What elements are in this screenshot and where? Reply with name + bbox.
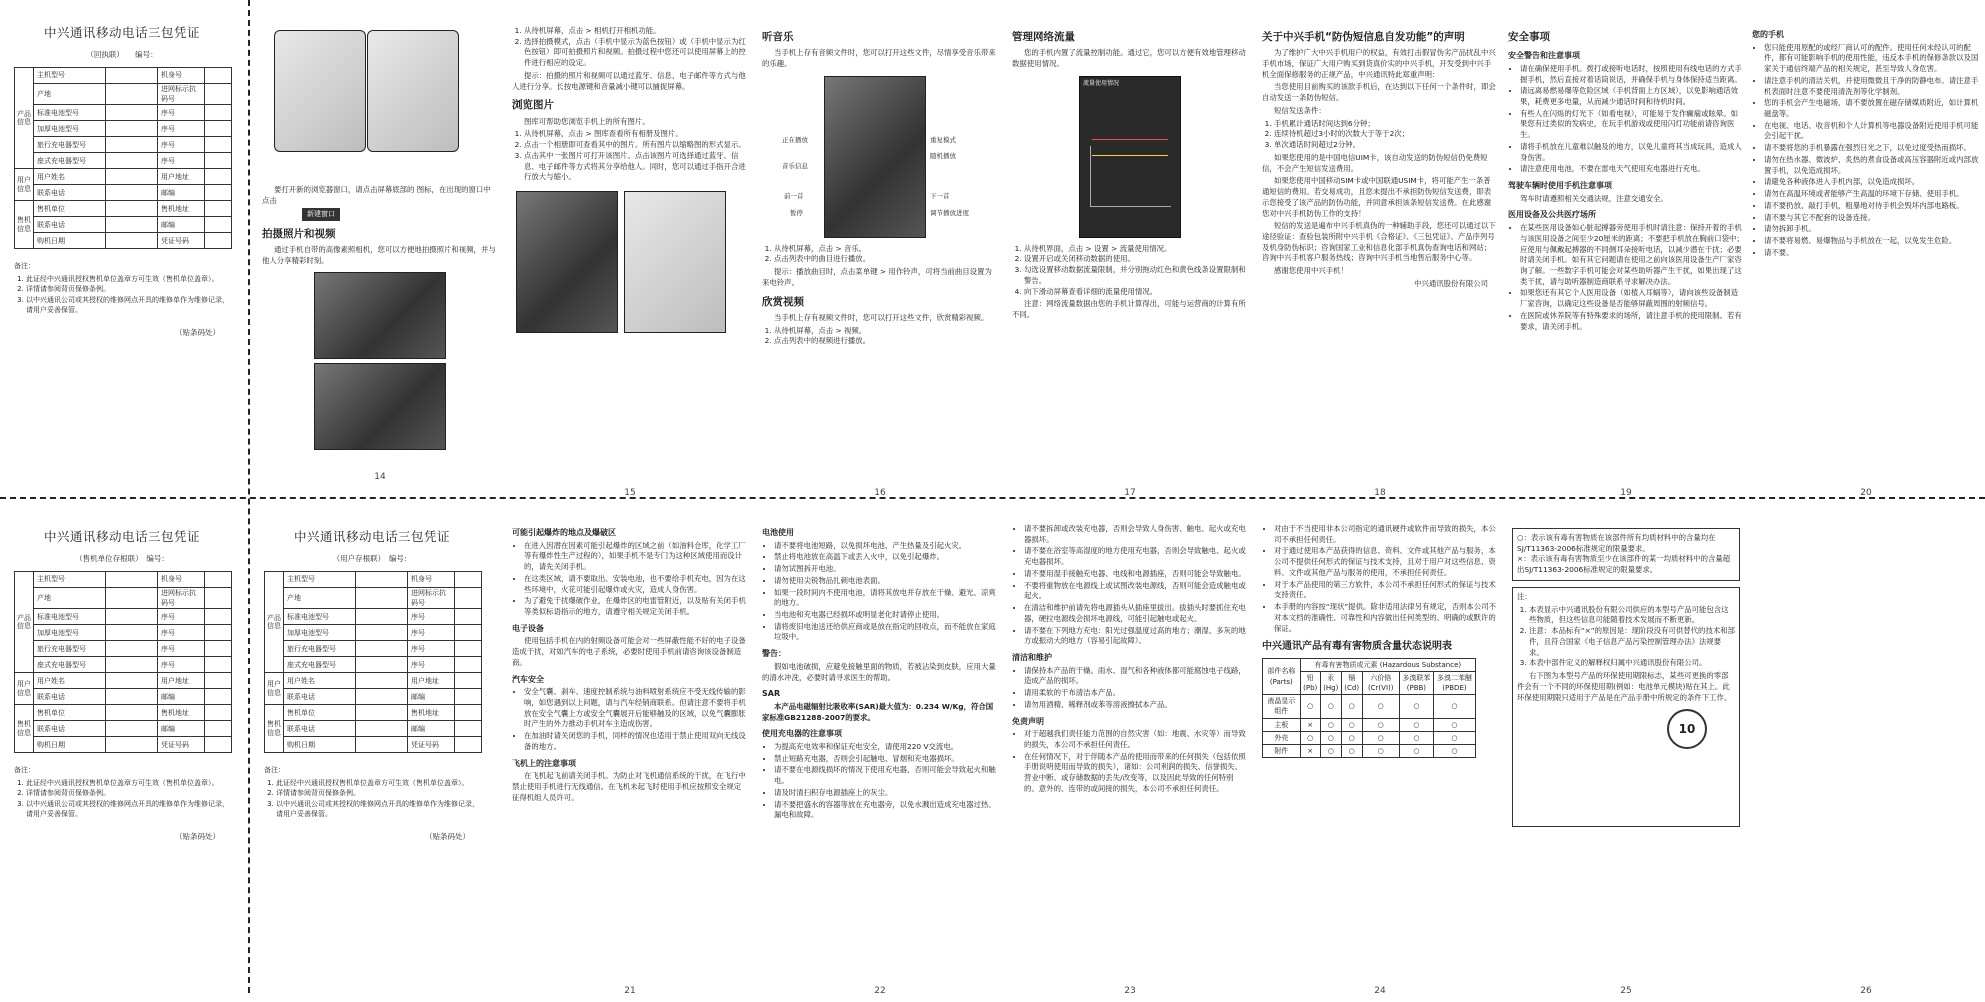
text-block: 您的手机内置了流量控制功能。通过它，您可以方便有效地管理移动数据使用情况。 (1012, 48, 1246, 68)
text-block: 驾驶车辆时使用手机注意事项 (1508, 181, 1612, 191)
text-block: • 请不要在浴室等高湿度的地方使用充电器，否则会导致触电、起火或充电器损坏。 (1024, 546, 1248, 567)
camera-steps (524, 26, 748, 69)
page-number: 18 (1374, 487, 1386, 498)
photo-zoom-demo (516, 191, 748, 333)
text-block: 电池使用 (762, 528, 794, 537)
text-block: 当手机上存有音频文件时，您可以打开这些文件，尽情享受音乐带来的乐趣。 (762, 48, 996, 68)
text-block: • 安全气囊、刹车、速度控制系统与油料喷射系统应不受无线传输的影响，如您遇到以上问题，请与汽车经销商联系。但请注意不要将手机放在安全气囊上方或安全气囊展开后能够触及的区域，以免气囊膨胀时产生的外力推动手机对车主造成伤害。 (524, 687, 748, 730)
text-block: 可能引起爆炸的地点及爆破区 (512, 528, 616, 537)
note-item: 3. 以中兴通讯公司或其授权的维修网点开具的维修单作为维修记录，请用户妥善保管。 (26, 295, 230, 316)
card-notes (14, 765, 230, 820)
text-block: 提示：播放曲目时，点击菜单键 > 用作铃声，可将当前曲目设置为来电铃声。 (762, 267, 992, 287)
text-block: • 为提高充电效率和保证充电安全，请使用220 V交流电。 (774, 742, 998, 753)
card-subtitle: （售机单位存根联） 编号： (75, 554, 169, 564)
card-title: 中兴通讯移动电话三包凭证 (293, 529, 450, 544)
video-steps (774, 326, 998, 347)
sms-conditions (1274, 119, 1498, 151)
eco-period-icon: 10 (1667, 709, 1707, 749)
card-subtitle: （回执联） 编号： (86, 50, 158, 60)
text-block: • 请不要。 (1764, 248, 1980, 259)
card-row: 售机信息 售机单位 售机地址 (15, 201, 232, 217)
page-21 (512, 522, 748, 1002)
text-block: • 在清洁和维护前请先将电源插头从插座里拔出。拔插头时要抓住充电器，硬拉电源线会损坏电源线，可能引起触电或起火。 (1024, 603, 1248, 624)
page-number: 26 (1860, 985, 1872, 996)
text-block: 2. 连续待机超过3小时的次数大于等于2次； (1274, 129, 1498, 140)
text-block: • 请不要在电源线损坏的情况下使用充电器，否则可能会导致起火和触电。 (774, 765, 998, 786)
text-block: • 对于通过使用本产品获得的信息、资料、文件或其他产品与服务，本公司不提供任何形式的保证与技术支持，且对于用户对这些信息、资料、文件或其他产品与服务的使用，不承担任何责任。 (1274, 546, 1498, 578)
text-block: 安全警告和注意事项 (1508, 51, 1580, 61)
card-title: 中兴通讯移动电话三包凭证 (43, 529, 200, 544)
text-block: • 请不要与其它不配套的设备连接。 (1764, 213, 1980, 224)
text-block: 1. 从待机屏幕，点击 > 图库查看所有相册及图片。 (524, 129, 748, 140)
card-row: 加厚电池型号 序号 (265, 625, 482, 641)
text-block: 备注： (14, 262, 35, 271)
text-block: 短信的发送是遍布中兴手机真伪的一种辅助手段，您还可以通过以下途径验证：查验包装所附中兴手机《合格证》、《三包凭证》、产品序列号及机身防伪标识；咨询国家工业和信息化部手机真伪查询电话和网站；咨询中兴手机客户服务热线；咨询中兴手机当地售后服务中心等。 (1262, 221, 1496, 263)
text-block: • 在这类区域，请不要取出、安装电池，也不要给手机充电，因为在这些环境中，火花可能引起爆炸或火灾，造成人身伤害。 (524, 574, 748, 595)
page-19 (1508, 24, 1744, 504)
text-block: 1. 本表显示中兴通讯股份有限公司供应的本型号产品可能包含这些物质，但这些信息可能随着技术发展而不断更新。 (1529, 605, 1735, 626)
text-block: • 请不要拆卸或改装充电器，否则会导致人身伤害、触电、起火或充电器损坏。 (1024, 524, 1248, 545)
text-block: 1. 从待机屏幕，点击 > 视频。 (774, 326, 998, 337)
card-row: 联系电话 邮编 (15, 185, 232, 201)
text-block: 1. 从待机屏幕，点击 > 相机打开相机功能。 (524, 26, 748, 37)
page-24 (1262, 522, 1498, 1002)
text-block: 4. 向下滑动屏幕查看详细的流量使用情况。 (1024, 287, 1248, 298)
text-block: • 请勿在热水器、微波炉、炙热的煮食设备或高压容器附近或内部放置手机，以免造成损坏。 (1764, 155, 1980, 176)
text-block: • 对于本产品使用的第三方软件，本公司不承担任何形式的保证与技术支持责任。 (1274, 580, 1498, 601)
text-block: 2. 注意：本品标有“×”的原因是：现阶段没有可供替代的技术和部件，且符合国家《电子信息产品污染控制管理办法》法规要求。 (1529, 626, 1735, 658)
text-block: 正在播放 (782, 135, 808, 144)
text-block: • 如果您还有其它个人医用设备（如植入耳蜗等），请向该些设备制造厂家咨询，以确定这些设备是否能够屏蔽周围的射频信号。 (1520, 288, 1744, 309)
card-seller (4, 512, 240, 992)
text-block: 下一首 (930, 191, 950, 200)
card-row: 加厚电池型号 序号 (15, 121, 232, 137)
card-row: 购机日期 凭证号码 (15, 737, 232, 753)
card-row: 座式充电器型号 序号 (265, 657, 482, 673)
text-block: 音乐信息 (782, 161, 808, 170)
data-usage-screen (1079, 76, 1181, 238)
text-block: 驾车时请遵照相关交通法规，注意交通安全。 (1520, 193, 1668, 203)
card-row: 旅行充电器型号 序号 (265, 641, 482, 657)
text-block: • 请在确保使用手机。拨打或接听电话时，按照使用有线电话的方式手握手机，然后直接对着话筒说话，并确保手机与身体保持适当距离。 (1520, 64, 1744, 85)
gallery-steps (524, 129, 748, 183)
text-block: 右下图为本型号产品的环保使用期限标志，某些可更换的零部件会有一个不同的环保使用期(例如：电池单元模块)贴在其上。此环保使用期限只适用于产品是在产品手册中所规定的条件下工作。 (1517, 671, 1732, 702)
text-block: 使用包括手机在内的射频设备可能会对一些屏蔽性能不好的电子设备造成干扰，对如汽车的电子系统，必要时使用手机前请咨询该设备制造商。 (512, 636, 746, 667)
page-number: 23 (1124, 985, 1136, 996)
text-block: 当您使用目前购买的该款手机后，在达到以下任何一个条件时，即会自动发送一条防伪短信。 (1262, 82, 1496, 103)
section-heading: 欣赏视频 (762, 295, 804, 308)
text-block: • 请勿用酒精、稀释剂或苯等溶液擦拭本产品。 (1024, 700, 1248, 711)
card-title: 中兴通讯移动电话三包凭证 (43, 25, 200, 40)
text-block: • 为了避免干扰爆破作业，在爆炸区的电雷管附近，以及贴有关闭手机等类似标语指示的地方，请遵守相关规定关闭手机。 (524, 596, 748, 617)
safety-list (1520, 64, 1744, 175)
new-window-button: 新建窗口 (302, 208, 340, 220)
text-block: 2. 点击列表中的曲目进行播放。 (774, 254, 998, 265)
text-block: • 请注意手机的清洁关机，并使用微微且干净的防静电布。请注意手机表面时注意不要使用清洗剂等化学制剂。 (1764, 76, 1980, 97)
text-block: 3. 单次通话时间超过2分钟。 (1274, 140, 1498, 151)
section-heading: 听音乐 (762, 31, 794, 43)
card-row: 购机日期 凭证号码 (265, 737, 482, 753)
hazard-row: 附件 × ○ ○ ○ ○ ○ (1263, 744, 1476, 757)
text-block: 3. 勾选设置移动数据流量限制，并分别拖动红色和黄色线条设置限制和警告。 (1024, 265, 1248, 286)
text-block: • 禁止将电池放在高温下或丢入火中，以免引起爆炸。 (774, 552, 998, 563)
text-block: • 对于超越我们责任能力范围的自然灾害（如：地震、水灾等）而导致的损失，本公司不承担任何责任。 (1024, 729, 1248, 750)
text-block: 2. 设置开启或关闭移动数据的使用。 (1024, 254, 1248, 265)
card-row: 售机信息 售机单位 售机地址 (265, 705, 482, 721)
text-block: 短信发送条件： (1274, 105, 1326, 115)
text-block: 注意：网络流量数据由您的手机计算得出，可能与运营商的计算有所不同。 (1012, 299, 1246, 320)
text-block: 医用设备及公共医疗场所 (1508, 210, 1596, 220)
page-22 (762, 522, 998, 1002)
text-block: • 请将手机放在儿童难以触及的地方，以免儿童将其当成玩具，造成人身伤害。 (1520, 142, 1744, 163)
hazard-row: 主板 × ○ ○ ○ ○ ○ (1263, 718, 1476, 731)
data-steps (1024, 244, 1248, 298)
page-17 (1012, 24, 1248, 504)
text-block: • 本手册的内容按“现状”提供。除非适用法律另有规定，否则本公司不对本文档的准确性、可靠性和内容做出任何类型的、明确的或默许的保证。 (1274, 602, 1498, 634)
text-block: 如果您使用的是中国电信UIM卡，该自动发送的防伪短信仍免费短信，不会产生短信发送费用。 (1262, 152, 1488, 173)
note-item: 2. 详情请参阅背页保修条例。 (276, 788, 480, 799)
text-block: • 请用柔软的干布清洁本产品。 (1024, 688, 1248, 699)
page-23 (1012, 522, 1248, 1002)
page-25 (1508, 522, 1744, 1002)
text-block: 假如电池破损，应避免接触里面的物质，若被沾染到皮肤，应用大量的清水冲洗，必要时请寻求医生的帮助。 (762, 661, 996, 682)
card-user (254, 512, 490, 992)
page-number: 22 (874, 985, 886, 996)
page-18 (1262, 24, 1498, 504)
text-block: 注： (1517, 591, 1532, 601)
page-number: 19 (1620, 487, 1632, 498)
text-block: • 请不要在下列地方充电：阳光过强温度过高的地方；潮湿、多灰的地方或振动大的地方（容易引起故障）。 (1024, 626, 1248, 647)
photo-camera-ui (314, 272, 446, 359)
text-block: • 在某些医用设备如心脏起搏器旁使用手机时请注意：保持开着的手机与该医用设备之间至少20厘米的距离；不要把手机放在胸前口袋中；应使用与佩戴起搏器的不同侧耳朵接听电话，以减少潜在干扰；必要时请关闭手机。如有其它问题请在使用之前向该医用设备生产厂家咨询了解。一些数字手机可能会对某些助听器产生干扰，如果出现了这类干扰，请与助听器制造商联系寻求解决办法。 (1520, 223, 1744, 287)
section-heading: 拍摄照片和视频 (262, 227, 336, 240)
text-block: 重复模式 (930, 135, 956, 144)
text-block: 备注： (264, 766, 285, 775)
text-block: • 请勿试图拆开电池。 (774, 564, 998, 575)
note-item: 3. 以中兴通讯公司或其授权的维修网点开具的维修单作为维修记录，请用户妥善保管。 (276, 799, 480, 820)
page-number: 21 (624, 985, 636, 996)
text-block: SAR (762, 689, 781, 699)
music-steps (774, 244, 998, 265)
card-sign: （贴条码处） (175, 831, 220, 841)
page-15 (512, 24, 748, 504)
text-block: • 在任何情况下，对于伴随本产品的使用而带来的任何损失（包括依照手册说明使用而导致的损失），诸如：公司利润的损失、信誉损失、营业中断、或存储数据的丢失/改变等，以及因此导致的任何特别的、意外的、连带的或间接的损失，本公司不承担任何责任。 (1024, 752, 1248, 795)
card-notes (264, 765, 480, 820)
page-16 (762, 24, 998, 504)
text-block: • 请不要用湿手接触充电器、电线和电源插座，否则可能会导致触电。 (1024, 569, 1248, 580)
text-block: 调节播放进度 (930, 208, 969, 217)
text-block: • 请注意使用电池，不要在雷电天气使用充电器进行充电。 (1520, 164, 1744, 175)
text-block: • 请不要将电池短路，以免损坏电池、产生热量及引起火灾。 (774, 541, 998, 552)
card-row: 产地 进网标示抗码号 (265, 588, 482, 609)
notes-box (1512, 587, 1740, 827)
card-row: 标准电池型号 序号 (15, 609, 232, 625)
card-sign: （贴条码处） (175, 327, 220, 337)
text-block: 3. 本表中部件定义的解释权归属中兴通讯股份有限公司。 (1529, 658, 1735, 669)
page-number: 20 (1860, 487, 1872, 498)
text-block: 免责声明 (1012, 716, 1044, 726)
text-block: ○：表示该有毒有害物质在该部件所有均质材料中的含量均在SJ/T11363-2006标准规定的限量要求。 (1517, 533, 1716, 553)
page-number: 16 (874, 487, 886, 498)
note-item: 2. 详情请参阅背页保修条例。 (26, 788, 230, 799)
page-number: 24 (1374, 985, 1386, 996)
text-block: 感谢您使用中兴手机！ (1274, 266, 1348, 276)
text-block: 警告： (762, 649, 786, 659)
card-row: 座式充电器型号 序号 (15, 153, 232, 169)
page-number: 17 (1124, 487, 1136, 498)
page-26 (1752, 522, 1980, 1002)
legend-box (1512, 528, 1740, 581)
hazard-row: 外壳 ○ ○ ○ ○ ○ ○ (1263, 731, 1476, 744)
text-block: 电子设备 (512, 623, 544, 633)
note-item: 1. 此证经中兴通讯授权售机单位盖章方可生效（售机单位盖章）。 (26, 274, 230, 285)
note-item: 3. 以中兴通讯公司或其授权的维修网点开具的维修单作为维修记录，请用户妥善保管。 (26, 799, 230, 820)
text-block: 2. 点击列表中的视频进行播放。 (774, 336, 998, 347)
text-block: 流量使用情况 (1083, 79, 1120, 87)
card-row: 售机信息 售机单位 售机地址 (15, 705, 232, 721)
text-block: 1. 从待机界面，点击 > 设置 > 流量使用情况。 (1024, 244, 1248, 255)
medical-list (1520, 223, 1744, 332)
text-block: 部件名称(Parts) (1263, 658, 1301, 694)
section-heading: 浏览图片 (512, 99, 554, 112)
text-block: • 请不要把盛水的容器等放在充电器旁，以免水溅出造成充电器过热、漏电和故障。 (774, 800, 998, 821)
card-row: 联系电话 邮编 (15, 721, 232, 737)
text-block: 有毒有害物质或元素 (Hazardous Substance) (1300, 658, 1475, 671)
text-block: • 请远离易燃易爆等危险区域（手机背面上方区域），以免影响通话效果，耗费更多电量，从而减少通话时间和待机时间。 (1520, 86, 1744, 107)
text-block: • 不要将重物放在电源线上或试图改装电源线，否则可能会造成触电或起火。 (1024, 581, 1248, 602)
card-row: 用户信息 用户姓名 用户地址 (15, 673, 232, 689)
card-row: 联系电话 邮编 (15, 217, 232, 233)
text-block: 使用充电器的注意事项 (762, 729, 842, 739)
text-block: • 禁止短路充电器，否则会引起触电、冒烟和充电器损坏。 (774, 754, 998, 765)
text-block: 随机播放 (930, 151, 956, 160)
text-block: • 请保持本产品的干燥。雨水、湿气和各种液体都可能腐蚀电子线路，造成产品的损坏。 (1024, 666, 1248, 687)
card-row: 联系电话 邮编 (15, 689, 232, 705)
text-block: • 请不要将您的手机暴露在强烈日光之下，以免过度受热而损坏。 (1764, 143, 1980, 154)
text-block: • 当电池和充电器已经损坏或明显老化时请停止使用。 (774, 610, 998, 621)
music-player-figure (762, 72, 998, 242)
card-row: 用户信息 用户姓名 用户地址 (265, 673, 482, 689)
text-block: 要打开新的浏览器窗口，请点击屏幕底部的 图标，在出现的窗口中点击 (262, 185, 491, 205)
text-block: • 在加油时请关闭您的手机，同样的情况也适用于禁止使用双向无线设备的地方。 (524, 731, 748, 752)
card-row: 产品信息 主机型号 机身号 (15, 572, 232, 588)
note-item: 1. 此证经中兴通讯授权售机单位盖章方可生效（售机单位盖章）。 (26, 778, 230, 789)
card-table (264, 571, 482, 753)
card-subtitle: （用户存根联） 编号： (332, 554, 412, 564)
page-20 (1752, 24, 1980, 504)
text-block: 备注： (14, 766, 35, 775)
section-heading: 安全事项 (1508, 31, 1550, 43)
card-receipt (4, 8, 240, 488)
text-block: • 请勿使用尖锐物品扎刺电池表面。 (774, 576, 998, 587)
text-block: • 您只能使用原配的或经厂商认可的配件。使用任何未经认可的配件，都有可能影响手机的使用性能，违反本手机的保修条款以及国家关于通信终端产品的相关规定，甚至导致人身危害。 (1764, 43, 1980, 75)
text-block: 暂停 (790, 208, 803, 217)
card-sign: （贴条码处） (425, 831, 470, 841)
text-block: 前一首 (784, 191, 804, 200)
text-block: • 请勿拆卸手机。 (1764, 224, 1980, 235)
card-row: 旅行充电器型号 序号 (15, 137, 232, 153)
note-item: 1. 此证经中兴通讯授权售机单位盖章方可生效（售机单位盖章）。 (276, 778, 480, 789)
text-block: 如果您使用中国移动SIM卡或中国联通USIM卡，将可能产生一条普通短信的费用。若交易成功，且您未提出不承担防伪短信发送费，即表示您接受了该产品的防伪功能，并同意承担该条短信发送费。在此感谢您对中兴手机防伪工作的支持！ (1262, 176, 1492, 218)
page-14 (262, 8, 498, 488)
text-block: 2. 点击一个相册即可查看其中的图片。所有图片以缩略图的形式显示。 (524, 140, 748, 151)
text-block: • 请勿在高温环境或者能够产生高温的环境下存储、使用手机。 (1764, 189, 1980, 200)
text-block: 汽车安全 (512, 674, 544, 684)
text-block: 图库可帮助您浏览手机上的所有图片。 (524, 116, 650, 126)
text-block: 1. 从待机屏幕，点击 > 音乐。 (774, 244, 998, 255)
text-block: 通过手机自带的高像素照相机，您可以方便地拍摄照片和视频，并与他人分享精彩时刻。 (262, 244, 496, 265)
page-number: 25 (1620, 985, 1632, 996)
text-block: 3. 点击其中一张图片可打开该图片。点击该图片可选择通过蓝牙、信息、电子邮件等方式将其分享给他人。同时，您可以通过手指开合进行放大与缩小。 (524, 151, 748, 183)
note-item: 2. 详情请参阅背页保修条例。 (26, 284, 230, 295)
section-heading: 管理网络流量 (1012, 31, 1075, 43)
card-row: 联系电话 邮编 (265, 689, 482, 705)
text-block: 为了维护广大中兴手机用户的权益，有效打击假冒伪劣产品扰乱中兴手机市场，保证广大用户购买到货真价实的中兴手机，开发受到中兴手机全面保修服务的正规产品，中兴通讯特此郑重声明： (1262, 48, 1496, 79)
page-number: 15 (624, 487, 636, 498)
section-heading: 关于中兴手机“防伪短信息自发功能”的声明 (1262, 31, 1465, 43)
section-heading: 您的手机 (1752, 30, 1784, 39)
card-row: 联系电话 邮编 (265, 721, 482, 737)
card-row: 产地 进网标示抗码号 (15, 84, 232, 105)
text-block: • 请将废旧电池送还给供应商或是放在指定的回收点，而不能放在家庭垃圾中。 (774, 622, 998, 643)
text-block: 在飞机起飞前请关闭手机。为防止对飞机通信系统的干扰，在飞行中禁止使用手机进行无线通信。在飞机未起飞时使用手机应按照安全规定征得机组人员许可。 (512, 771, 746, 802)
card-row: 产地 进网标示抗码号 (15, 588, 232, 609)
text-block: 飞机上的注意事项 (512, 758, 576, 768)
text-block: ×：表示该有毒有害物质至少在该部件的某一均质材料中的含量超出SJ/T11363-2006标准规定的限量要求。 (1517, 554, 1731, 575)
text-block: • 对由于不当使用非本公司指定的通讯硬件或软件而导致的损失，本公司不承担任何责任。 (1274, 524, 1498, 545)
photo-camera-ui (314, 363, 446, 450)
music-player-screen (824, 76, 926, 238)
text-block: • 在电视、电话、收音机和个人计算机等电器设备附近使用手机可能会引起干扰。 (1764, 121, 1980, 142)
text-block: • 您的手机会产生电磁场，请不要放置在磁存储媒质附近，如计算机磁盘等。 (1764, 98, 1980, 119)
photo-touch-phone (262, 8, 498, 183)
text-block: 提示：拍摄的照片和视频可以通过蓝牙、信息、电子邮件等方式与他人进行分享。长按电源键和音量减小键可以捕捉屏幕。 (512, 70, 746, 91)
card-row: 标准电池型号 序号 (15, 105, 232, 121)
page-number: 14 (374, 471, 386, 482)
hazard-table: 部件名称(Parts) 有毒有害物质或元素 (Hazardous Substance) 铅(Pb) 汞(Hg) 镉(Cd) 六价铬(Cr(VI)) 多溴联苯(PBB) 多溴二苯醚(PBDE) 液晶显示组件 ○ ○ ○ ○ ○ ○ 主板 × ○ ○ ○ ○ ○ 外壳 ○ ○ ○ ○ ○ ○ 附件 × ○ ○ ○ ○ ○ (1262, 658, 1476, 758)
text-block: 清洁和维护 (1012, 653, 1052, 663)
card-row: 用户信息 用户姓名 用户地址 (15, 169, 232, 185)
card-row: 旅行充电器型号 序号 (15, 641, 232, 657)
text-block: 本产品电磁辐射比吸收率(SAR)最大值为：0.234 W/Kg，符合国家标准GB21288-2007的要求。 (762, 701, 994, 722)
text-block: 2. 选择拍摄模式，点击（手机中显示为蓝色按钮）或（手机中显示为红色按钮）即可拍摄照片和视频。拍摄过程中您还可以使用屏幕上的控件进行相应的设定。 (524, 37, 748, 69)
text-block: • 在医院或休养院等有特殊要求的场所，请注意手机的使用限制。若有要求，请关闭手机。 (1520, 311, 1744, 332)
text-block: • 请不要扔放、敲打手机，粗暴地对待手机会毁坏内部电路板。 (1764, 201, 1980, 212)
text-block: • 有些人在闪烁的灯光下（如看电视），可能易于发作癫痫或眩晕。如果您有过类似的发病史，在玩手机游戏或使用闪灯功能前请咨询医生。 (1520, 109, 1744, 141)
card-row: 加厚电池型号 序号 (15, 625, 232, 641)
phone-care-list (1764, 43, 1980, 259)
text-block: • 在进入因潜在因素可能引起爆炸的区域之前（如油料仓库，化学工厂等有爆炸性生产过程的），如果手机不是专门为这种区域使用而设计的，请先关闭手机。 (524, 541, 748, 573)
text-block: 1. 手机累计通话时间达到6分钟； (1274, 119, 1498, 130)
card-table (14, 571, 232, 753)
hazard-row: 液晶显示组件 ○ ○ ○ ○ ○ ○ (1263, 695, 1476, 718)
section-heading: 中兴通讯产品有毒有害物质含量状态说明表 (1262, 641, 1452, 653)
card-table (14, 67, 232, 249)
text-block: • 请不要将易燃、易爆物品与手机放在一起，以免发生危险。 (1764, 236, 1980, 247)
company-name: 中兴通讯股份有限公司 (1414, 278, 1488, 288)
text-block: • 请避免各种液体进入手机内部，以免造成损坏。 (1764, 177, 1980, 188)
card-notes (14, 261, 230, 316)
card-row: 购机日期 凭证号码 (15, 233, 232, 249)
card-row: 座式充电器型号 序号 (15, 657, 232, 673)
text-block: • 请及时清扫积存电源插座上的灰尘。 (774, 788, 998, 799)
card-row: 产品信息 主机型号 机身号 (265, 572, 482, 588)
text-block: 当手机上存有视频文件时，您可以打开这些文件，欣赏精彩视频。 (774, 312, 989, 322)
card-row: 标准电池型号 序号 (265, 609, 482, 625)
text-block: • 如果一段时间内不使用电池，请将其放电并存放在干燥、避光、凉爽的地方。 (774, 588, 998, 609)
card-row: 产品信息 主机型号 机身号 (15, 68, 232, 84)
